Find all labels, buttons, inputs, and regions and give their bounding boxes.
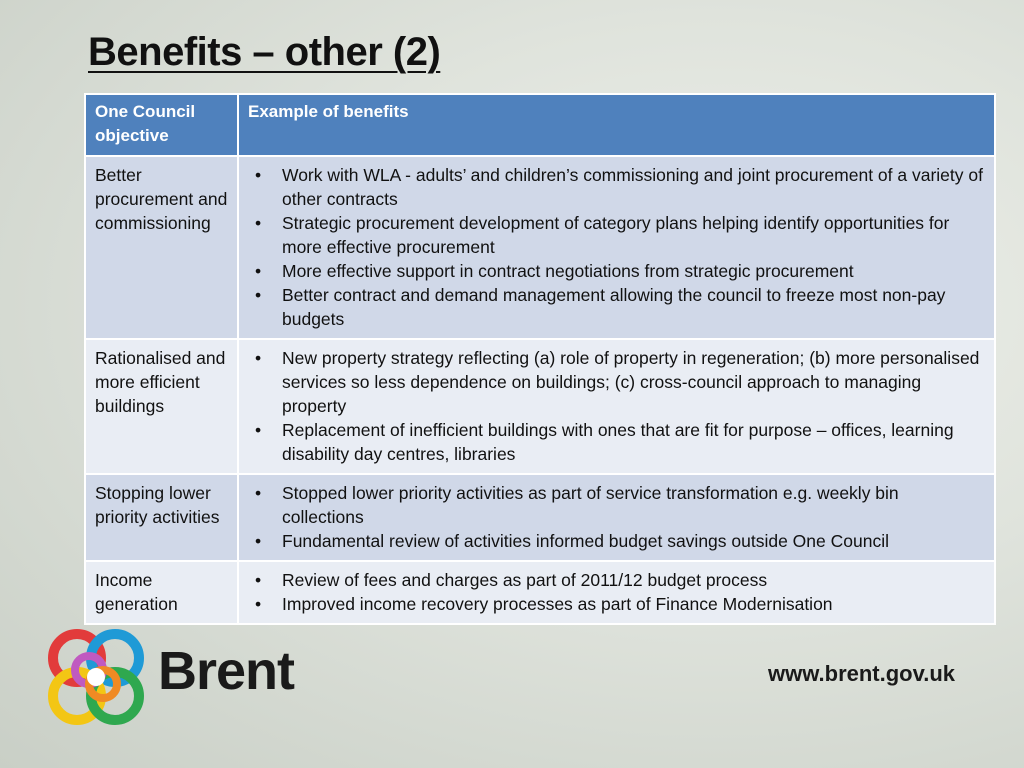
bullet-icon: • bbox=[255, 483, 262, 503]
header-objective: One Council objective bbox=[85, 94, 238, 156]
benefits-table bbox=[84, 93, 996, 625]
brent-knot-logo-icon bbox=[44, 625, 148, 729]
website-url: www.brent.gov.uk bbox=[768, 661, 956, 686]
bullet-icon: • bbox=[255, 531, 262, 551]
bullet-icon: • bbox=[255, 261, 262, 281]
bullet-icon: • bbox=[255, 594, 262, 614]
table-row bbox=[85, 156, 995, 339]
objective-cell: Stopping lower priority activities bbox=[85, 474, 238, 561]
header-benefits: Example of benefits bbox=[238, 94, 995, 156]
benefits-cell bbox=[238, 156, 995, 339]
benefits-cell bbox=[238, 474, 995, 561]
benefit-item: • Fundamental review of activities informed budget savings outside One Council bbox=[255, 531, 889, 551]
benefit-item: • Work with WLA - adults’ and children’s commissioning and joint procurement of a variety of other contracts bbox=[255, 165, 983, 209]
bullet-icon: • bbox=[255, 570, 262, 590]
brent-brand-name: Brent bbox=[158, 641, 295, 701]
benefit-item: • Improved income recovery processes as part of Finance Modernisation bbox=[255, 594, 833, 614]
bullet-icon: • bbox=[255, 165, 262, 185]
table-row bbox=[85, 561, 995, 624]
table-header-row bbox=[85, 94, 995, 156]
bullet-icon: • bbox=[255, 420, 262, 440]
objective-cell: Rationalised and more efficient buildings bbox=[85, 339, 238, 474]
bullet-icon: • bbox=[255, 285, 262, 305]
table-row bbox=[85, 474, 995, 561]
slide-title: Benefits – other (2) bbox=[88, 30, 441, 74]
benefits-cell bbox=[238, 561, 995, 624]
benefit-item: • New property strategy reflecting (a) role of property in regeneration; (b) more personalised services so less dependence on buildings; (c) cross-council approach to managing property bbox=[255, 348, 980, 416]
benefit-item: • Stopped lower priority activities as part of service transformation e.g. weekly bin collections bbox=[255, 483, 899, 527]
benefit-item: • Better contract and demand management allowing the council to freeze most non-pay budgets bbox=[255, 285, 946, 329]
benefit-item: • More effective support in contract negotiations from strategic procurement bbox=[255, 261, 854, 281]
table-row bbox=[85, 339, 995, 474]
bullet-icon: • bbox=[255, 348, 262, 368]
benefits-cell bbox=[238, 339, 995, 474]
bullet-icon: • bbox=[255, 213, 262, 233]
objective-cell: Income generation bbox=[85, 561, 238, 624]
benefit-item: • Review of fees and charges as part of 2011/12 budget process bbox=[255, 570, 768, 590]
benefit-item: • Strategic procurement development of category plans helping identify opportunities for more effective procurement bbox=[255, 213, 950, 257]
objective-cell: Better procurement and commissioning bbox=[85, 156, 238, 339]
benefit-item: • Replacement of inefficient buildings with ones that are fit for purpose – offices, learning disability day centres, libraries bbox=[255, 420, 954, 464]
